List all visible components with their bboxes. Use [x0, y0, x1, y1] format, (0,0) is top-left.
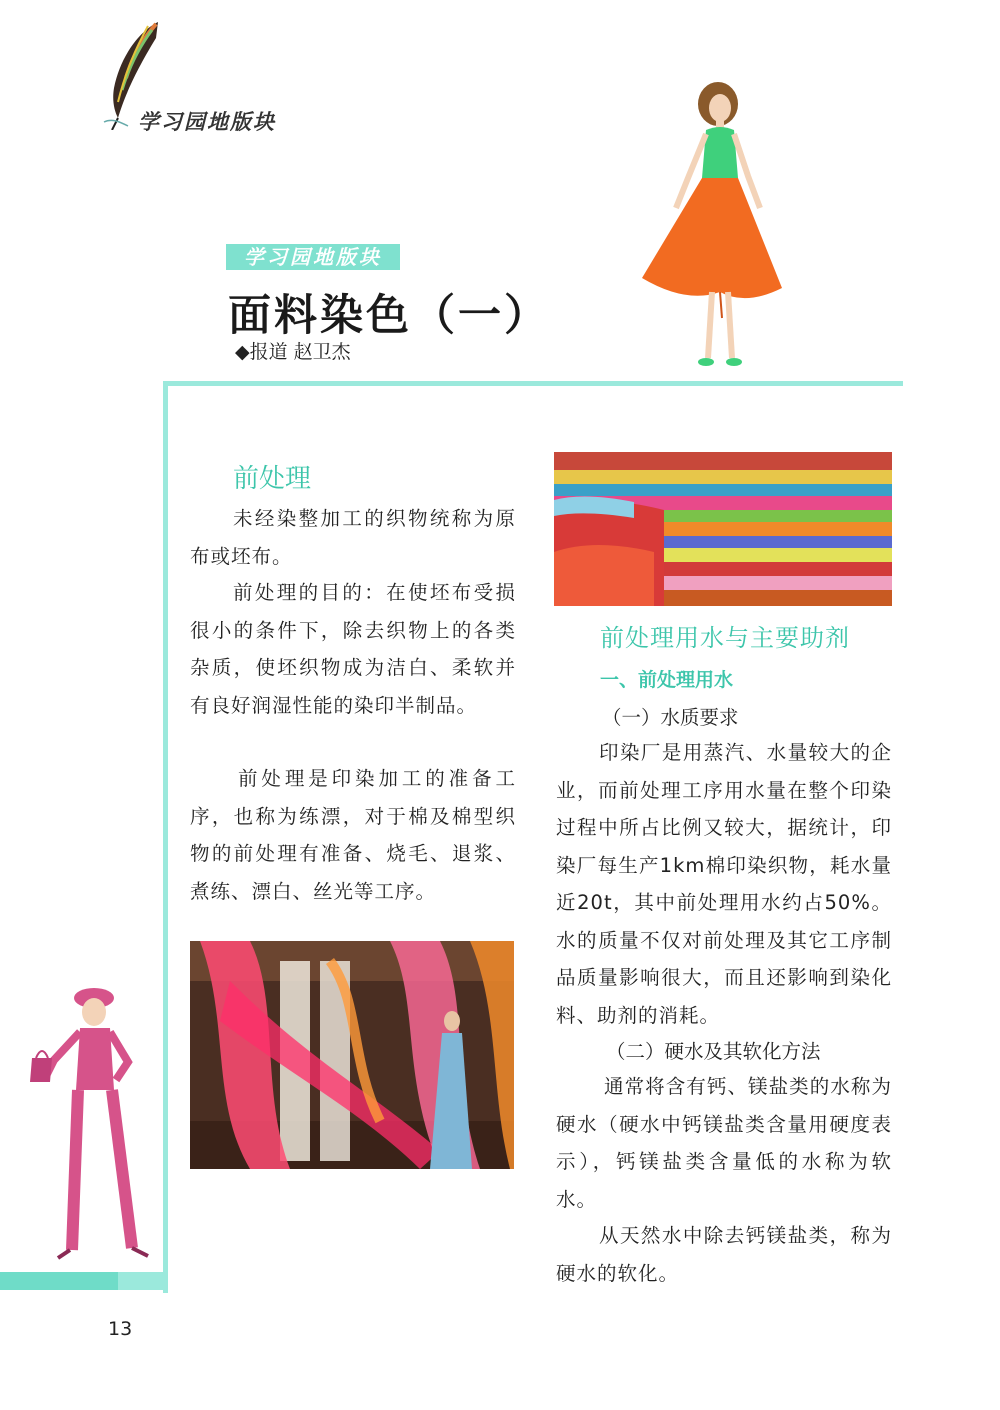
frame-bottom-bar-light — [118, 1272, 168, 1290]
paragraph-greige-definition: 未经染整加工的织物统称为原布或坯布。 — [190, 507, 516, 568]
section-heading-water-auxiliaries: 前处理用水与主要助剂 — [600, 624, 850, 652]
photo-colorful-fabric-stacks — [554, 452, 892, 606]
paragraph-pretreatment-purpose: 前处理的目的：在使坯布受损很小的条件下，除去织物上的各类杂质，使坯织物成为洁白、柔软并有良好润湿性能的染印半制品。 — [190, 581, 516, 717]
section-heading-pretreatment: 前处理 — [233, 464, 312, 494]
subheading-hard-water: （二）硬水及其软化方法 — [606, 1040, 821, 1063]
header-section-label: 学习园地版块 — [138, 109, 276, 134]
frame-top-rule — [163, 381, 903, 386]
photo-silk-fabrics-model — [190, 941, 514, 1169]
paragraph-hard-water-definition: 通常将含有钙、镁盐类的水称为硬水（硬水中钙镁盐类含量用硬度表示），钙镁盐类含量低的水称为软水。 — [556, 1075, 892, 1211]
subheading-water-quality: （一）水质要求 — [602, 706, 739, 729]
paragraph-pretreatment-process: 前处理是印染加工的准备工序，也称为练漂，对于棉及棉型织物的前处理有准备、烧毛、退浆、煮练、漂白、丝光等工序。 — [190, 767, 516, 903]
illustration-woman-pink-outfit — [24, 980, 164, 1260]
page-number: 13 — [108, 1318, 133, 1340]
page-title: 面料染色（一） — [228, 291, 550, 341]
subheading-pretreatment-water: 一、前处理用水 — [600, 669, 734, 691]
paragraph-water-usage: 印染厂是用蒸汽、水量较大的企业，而前处理工序用水量在整个印染过程中所占比例又较大，据统计，印染厂每生产1km棉印染织物，耗水量近20t，其中前处理用水约占50%。水的质量不仅对前处理及其它工序制品质量影响很大，而且还影响到染化料、助剂的消耗。 — [556, 741, 892, 1027]
byline: ◆报道 赵卫杰 — [235, 341, 351, 363]
illustration-woman-orange-skirt — [636, 78, 786, 378]
paragraph-water-softening: 从天然水中除去钙镁盐类，称为硬水的软化。 — [556, 1224, 892, 1285]
section-tag: 学习园地版块 — [226, 244, 400, 270]
